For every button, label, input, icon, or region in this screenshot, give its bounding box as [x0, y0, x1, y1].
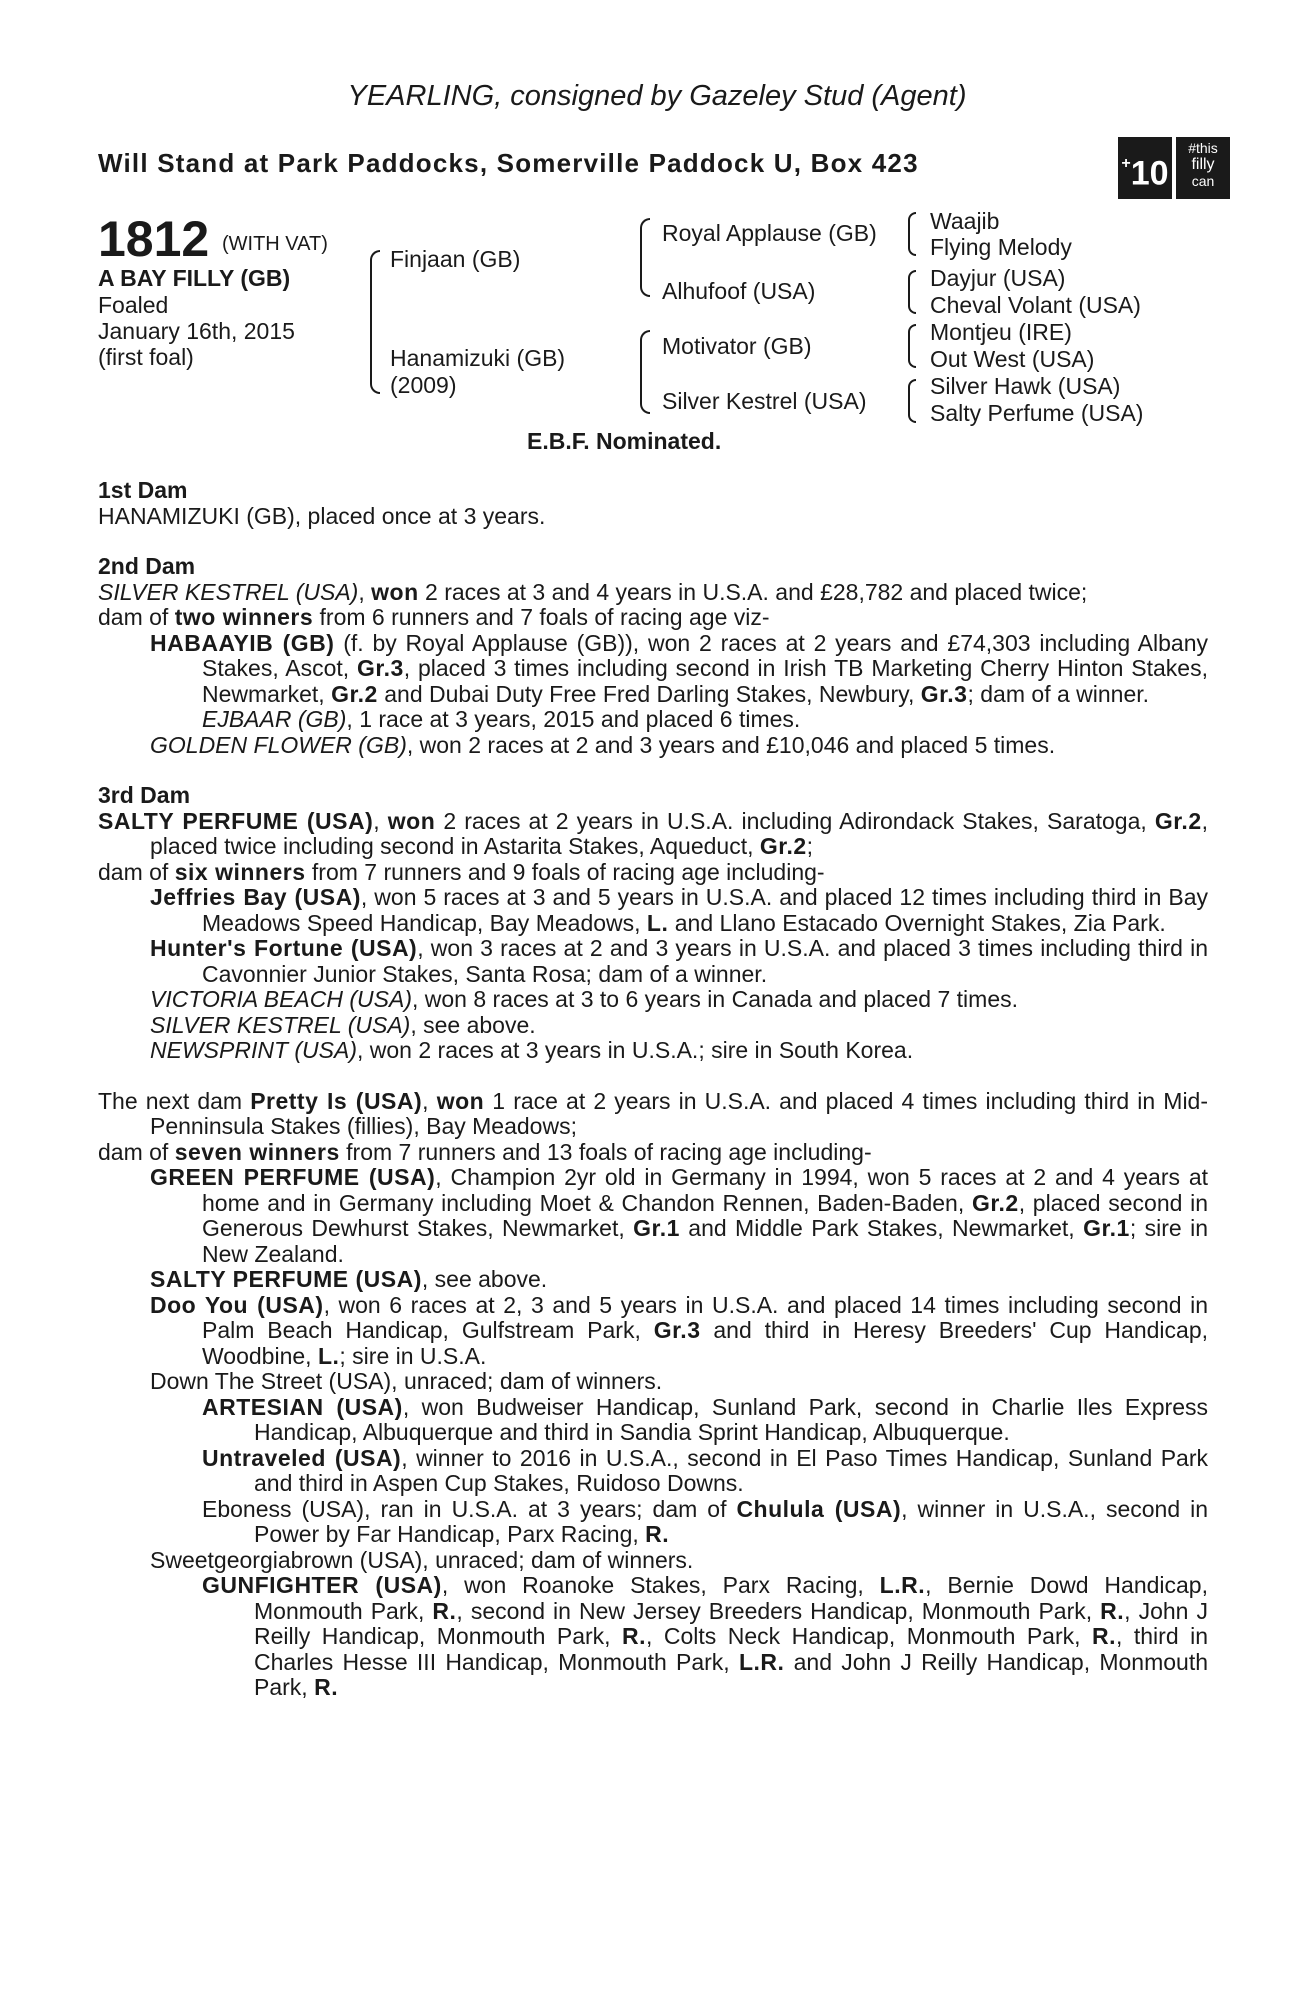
dam: Hanamizuki (GB) [390, 345, 566, 371]
produce-habaayib: HABAAYIB (GB) (f. by Royal Applause (GB)), won 2 races at 2 years and £74,303 including Albany Stakes, Ascot, Gr.3, placed 3 times including second in Irish TB Marketing Cherry Hinton Stakes, Newmarket, Gr.2 and Dubai Duty Free Fred Darling Stakes, Newbury, Gr.3; dam of a winner. [150, 629, 1208, 707]
this-filly-can-badge: #this filly can [1176, 137, 1230, 199]
produce-hunters-fortune: Hunter's Fortune (USA), won 3 races at 2 and 3 years in U.S.A. and placed 3 times including third in Cavonnier Junior Stakes, Santa Rosa; dam of a winner. [150, 935, 1208, 987]
second-dam-heading: 2nd Dam [98, 553, 196, 579]
ss-sire: Waajib [930, 208, 1000, 234]
pedigree-brace-4 [908, 212, 916, 256]
pedigree-brace-2 [640, 218, 650, 297]
produce-untraveled: Untraveled (USA), winner to 2016 in U.S.A., second in El Paso Times Handicap, Sunland Park and third in Aspen Cup Stakes, Ruidoso Downs. [202, 1444, 1208, 1496]
ds-dam: Out West (USA) [930, 346, 1095, 372]
pedigree-brace-1 [370, 250, 380, 394]
pedigree-brace-6 [908, 324, 916, 368]
foaled-label: Foaled [98, 292, 169, 318]
produce-sweetgeorgiabrown: Sweetgeorgiabrown (USA), unraced; dam of winners. [150, 1546, 694, 1573]
first-foal-note: (first foal) [98, 344, 194, 370]
sd-sire: Dayjur (USA) [930, 265, 1066, 291]
third-dam-heading: 3rd Dam [98, 782, 191, 808]
dd-sire: Silver Hawk (USA) [930, 373, 1121, 399]
foaled-date: January 16th, 2015 [98, 318, 295, 344]
catalogue-header: YEARLING, consigned by Gazeley Stud (Agent) [347, 80, 967, 112]
next-dam-produce: dam of seven winners from 7 runners and 13 foals of racing age including- [98, 1138, 872, 1165]
second-dam-text: SILVER KESTREL (USA), won 2 races at 3 and 4 years in U.S.A. and £28,782 and placed twice; [98, 578, 1088, 605]
vat-note: (WITH VAT) [222, 233, 328, 255]
pedigree-brace-3 [640, 330, 650, 414]
sire-dam: Alhufoof (USA) [662, 278, 816, 304]
third-dam-text: SALTY PERFUME (USA), won 2 races at 2 years in U.S.A. including Adirondack Stakes, Saratoga, Gr.2, placed twice including second in Astarita Stakes, Aqueduct, Gr.2; [98, 807, 1209, 859]
produce-golden-flower: GOLDEN FLOWER (GB), won 2 races at 2 and 3 years and £10,046 and placed 5 times. [150, 731, 1056, 758]
produce-jeffries-bay: Jeffries Bay (USA), won 5 races at 3 and 5 years in U.S.A. and placed 12 times including third in Bay Meadows Speed Handicap, Bay Meadows, L. and Llano Estacado Overnight Stakes, Zia Park. [150, 884, 1208, 936]
first-dam-heading: 1st Dam [98, 477, 188, 503]
produce-silver-kestrel: SILVER KESTREL (USA), see above. [150, 1011, 536, 1038]
lot-description: A BAY FILLY (GB) [98, 265, 291, 291]
produce-gunfighter: GUNFIGHTER (USA), won Roanoke Stakes, Parx Racing, L.R., Bernie Dowd Handicap, Monmouth Park, R., second in New Jersey Breeders Handicap, Monmouth Park, R., John J Reilly Handicap, Monmouth Park, R., Colts Neck Handicap, Monmouth Park, R., third in Charles Hesse III Handicap, Monmouth Park, L.R. and John J Reilly Handicap, Monmouth Park, R. [202, 1572, 1209, 1700]
sire-sire: Royal Applause (GB) [662, 220, 877, 246]
third-dam-produce: dam of six winners from 7 runners and 9 foals of racing age including- [98, 858, 825, 885]
produce-green-perfume: GREEN PERFUME (USA), Champion 2yr old in Germany in 1994, won 5 races at 2 and 4 years at home and in Germany including Moet & Chandon Rennen, Baden-Baden, Gr.2, placed second in Generous Dewhurst Stakes, Newmarket, Gr.1 and Middle Park Stakes, Newmarket, Gr.1; sire in New Zealand. [150, 1164, 1209, 1267]
produce-doo-you: Doo You (USA), won 6 races at 2, 3 and 5 years in U.S.A. and placed 14 times including second in Palm Beach Handicap, Gulfstream Park, Gr.3 and third in Heresy Breeders' Cup Handicap, Woodbine, L.; sire in U.S.A. [150, 1291, 1208, 1369]
pedigree-brace-7 [908, 379, 916, 423]
next-dam-text: The next dam Pretty Is (USA), won 1 race at 2 years in U.S.A. and placed 4 times including third in Mid-Penninsula Stakes (fillies), Bay Meadows; [98, 1087, 1208, 1139]
dam-year: (2009) [390, 372, 457, 398]
pedigree-brace-5 [908, 270, 916, 314]
lot-number: 1812 [98, 211, 210, 267]
dd-dam: Salty Perfume (USA) [930, 400, 1144, 426]
stand-location: Will Stand at Park Paddocks, Somerville Paddock U, Box 423 [98, 148, 919, 178]
produce-artesian: ARTESIAN (USA), won Budweiser Handicap, Sunland Park, second in Charlie Iles Express Handicap, Albuquerque and third in Sandia Sprint Handicap, Albuquerque. [202, 1393, 1208, 1445]
plus10-logo [1118, 137, 1230, 199]
sire: Finjaan (GB) [390, 246, 521, 272]
family-details [98, 478, 1208, 1701]
sd-dam: Cheval Volant (USA) [930, 292, 1141, 318]
dam-dam: Silver Kestrel (USA) [662, 388, 867, 414]
plus10-badge: +10 [1118, 137, 1172, 199]
ss-dam: Flying Melody [930, 234, 1072, 260]
produce-victoria-beach: VICTORIA BEACH (USA), won 8 races at 3 to 6 years in Canada and placed 7 times. [150, 986, 1019, 1012]
produce-down-the-street: Down The Street (USA), unraced; dam of winners. [150, 1368, 663, 1394]
first-dam-text: HANAMIZUKI (GB), placed once at 3 years. [98, 502, 546, 529]
second-dam-produce: dam of two winners from 6 runners and 7 foals of racing age viz- [98, 604, 770, 630]
ds-sire: Montjeu (IRE) [930, 319, 1072, 345]
produce-newsprint: NEWSPRINT (USA), won 2 races at 3 years in U.S.A.; sire in South Korea. [150, 1037, 914, 1063]
produce-eboness: Eboness (USA), ran in U.S.A. at 3 years; dam of Chulula (USA), winner in U.S.A., second in Power by Far Handicap, Parx Racing, R. [202, 1495, 1208, 1547]
ebf-nominated: E.B.F. Nominated. [527, 428, 722, 454]
dam-sire: Motivator (GB) [662, 333, 812, 359]
produce-ejbaar: EJBAAR (GB), 1 race at 3 years, 2015 and placed 6 times. [202, 706, 801, 732]
produce-salty-perfume: SALTY PERFUME (USA), see above. [150, 1266, 548, 1292]
